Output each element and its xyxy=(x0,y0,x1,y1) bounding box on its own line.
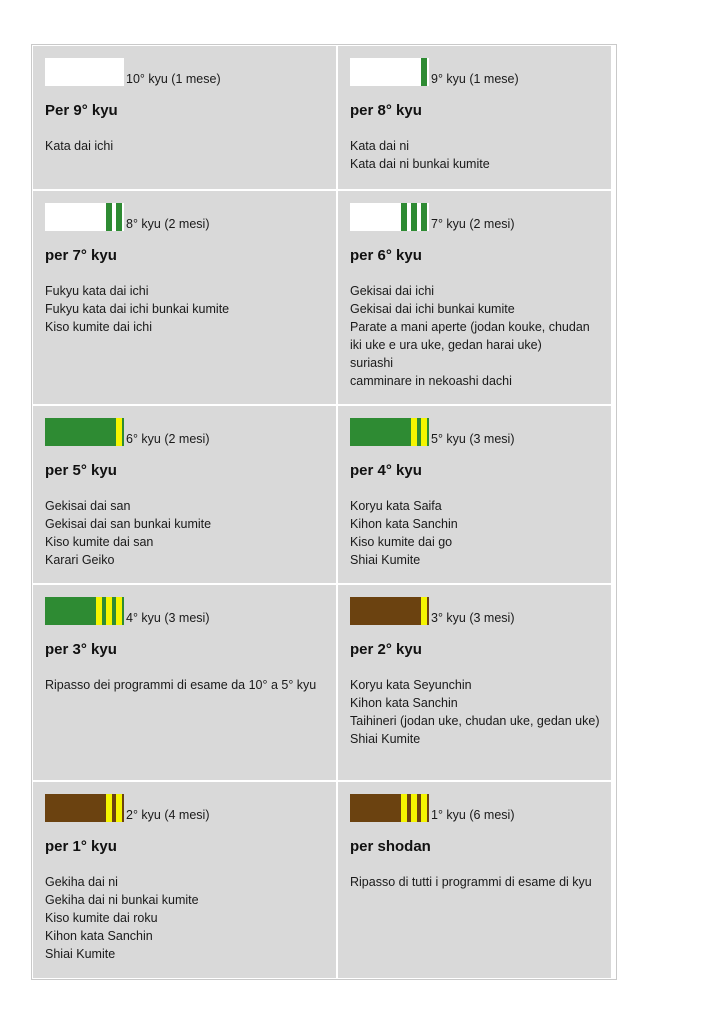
belt-label: 10° kyu (1 mese) xyxy=(126,72,221,86)
grade-heading: per 3° kyu xyxy=(45,641,117,658)
belt-label: 8° kyu (2 mesi) xyxy=(126,217,210,231)
belt-stripe xyxy=(411,203,417,231)
belt-row xyxy=(350,794,601,822)
belt-row xyxy=(45,794,326,822)
grade-card xyxy=(33,46,336,189)
program-item: Kihon kata Sanchin xyxy=(350,696,458,710)
program-item: Fukyu kata dai ichi xyxy=(45,284,149,298)
program-item: Koryu kata Seyunchin xyxy=(350,678,472,692)
belt-row xyxy=(350,597,601,625)
grade-heading: per 1° kyu xyxy=(45,838,117,855)
belt-row xyxy=(350,418,601,446)
grade-card xyxy=(338,191,611,404)
program-item: camminare in nekoashi dachi xyxy=(350,374,512,388)
belt-stripe xyxy=(116,794,122,822)
belt-label: 9° kyu (1 mese) xyxy=(431,72,519,86)
grade-card xyxy=(338,406,611,583)
belt-row xyxy=(45,418,326,446)
grade-card xyxy=(338,782,611,978)
belt-label: 6° kyu (2 mesi) xyxy=(126,432,210,446)
grade-heading: per 2° kyu xyxy=(350,641,422,658)
belt-swatch xyxy=(350,418,429,446)
program-item: Parate a mani aperte (jodan kouke, chudan iki uke e ura uke, gedan harai uke) xyxy=(350,320,590,352)
belt-swatch xyxy=(45,597,124,625)
belt-row xyxy=(45,597,326,625)
belt-swatch xyxy=(350,58,429,86)
belt-stripe xyxy=(116,418,122,446)
belt-stripe xyxy=(411,418,417,446)
belt-swatch xyxy=(45,794,124,822)
belt-label: 2° kyu (4 mesi) xyxy=(126,808,210,822)
program-item: Karari Geiko xyxy=(45,553,115,567)
grade-heading: Per 9° kyu xyxy=(45,102,118,119)
program-list xyxy=(45,676,326,694)
belt-stripe xyxy=(421,597,427,625)
program-item: Koryu kata Saifa xyxy=(350,499,442,513)
belt-swatch xyxy=(45,58,124,86)
grade-heading: per 6° kyu xyxy=(350,247,422,264)
kyu-program-table xyxy=(31,44,617,980)
grade-card xyxy=(338,585,611,780)
belt-stripe xyxy=(106,597,112,625)
program-item: Kihon kata Sanchin xyxy=(350,517,458,531)
belt-row xyxy=(45,58,326,86)
program-item: Fukyu kata dai ichi bunkai kumite xyxy=(45,302,230,316)
belt-stripe xyxy=(96,597,102,625)
program-item: Gekiha dai ni bunkai kumite xyxy=(45,893,199,907)
program-item: Shiai Kumite xyxy=(350,553,421,567)
belt-stripe xyxy=(401,203,407,231)
program-list xyxy=(350,497,601,569)
grade-heading: per 5° kyu xyxy=(45,462,117,479)
belt-stripe xyxy=(421,58,427,86)
grade-card xyxy=(33,585,336,780)
program-item: Gekisai dai san bunkai kumite xyxy=(45,517,212,531)
program-item: Gekisai dai ichi xyxy=(350,284,435,298)
program-list xyxy=(350,676,601,748)
belt-label: 7° kyu (2 mesi) xyxy=(431,217,515,231)
program-item: Kiso kumite dai ichi xyxy=(45,320,152,334)
grade-heading: per 4° kyu xyxy=(350,462,422,479)
grade-heading: per shodan xyxy=(350,838,431,855)
belt-swatch xyxy=(45,203,124,231)
belt-row xyxy=(350,58,601,86)
grade-card xyxy=(33,191,336,404)
program-item: Taihineri (jodan uke, chudan uke, gedan uke) xyxy=(350,714,600,728)
belt-swatch xyxy=(350,597,429,625)
program-item: suriashi xyxy=(350,356,394,370)
grade-heading: per 7° kyu xyxy=(45,247,117,264)
program-item: Kihon kata Sanchin xyxy=(45,929,153,943)
belt-row xyxy=(350,203,601,231)
grade-card xyxy=(33,406,336,583)
program-item: Kiso kumite dai roku xyxy=(45,911,158,925)
belt-swatch xyxy=(350,203,429,231)
program-list xyxy=(45,282,326,336)
program-list xyxy=(45,137,326,155)
program-list xyxy=(350,282,601,390)
belt-label: 3° kyu (3 mesi) xyxy=(431,611,515,625)
program-item: Gekisai dai ichi bunkai kumite xyxy=(350,302,515,316)
belt-stripe xyxy=(116,597,122,625)
program-item: Ripasso di tutti i programmi di esame di kyu xyxy=(350,875,592,889)
belt-swatch xyxy=(45,418,124,446)
program-item: Shiai Kumite xyxy=(45,947,116,961)
grade-heading: per 8° kyu xyxy=(350,102,422,119)
belt-stripe xyxy=(401,794,407,822)
program-item: Kata dai ni bunkai kumite xyxy=(350,157,490,171)
program-item: Gekisai dai san xyxy=(45,499,131,513)
belt-stripe xyxy=(106,794,112,822)
program-item: Kiso kumite dai san xyxy=(45,535,154,549)
belt-stripe xyxy=(116,203,122,231)
belt-stripe xyxy=(421,203,427,231)
belt-label: 4° kyu (3 mesi) xyxy=(126,611,210,625)
belt-label: 5° kyu (3 mesi) xyxy=(431,432,515,446)
program-item: Shiai Kumite xyxy=(350,732,421,746)
program-list xyxy=(350,137,601,173)
program-item: Ripasso dei programmi di esame da 10° a 5° kyu xyxy=(45,678,317,692)
belt-swatch xyxy=(350,794,429,822)
belt-stripe xyxy=(106,203,112,231)
grade-card xyxy=(338,46,611,189)
grade-card xyxy=(33,782,336,978)
program-item: Kata dai ichi xyxy=(45,139,114,153)
belt-row xyxy=(45,203,326,231)
belt-label: 1° kyu (6 mesi) xyxy=(431,808,515,822)
program-list xyxy=(45,873,326,963)
belt-stripe xyxy=(411,794,417,822)
program-item: Kata dai ni xyxy=(350,139,410,153)
belt-stripe xyxy=(421,418,427,446)
program-item: Kiso kumite dai go xyxy=(350,535,453,549)
program-list xyxy=(350,873,601,891)
program-list xyxy=(45,497,326,569)
belt-stripe xyxy=(421,794,427,822)
program-item: Gekiha dai ni xyxy=(45,875,118,889)
